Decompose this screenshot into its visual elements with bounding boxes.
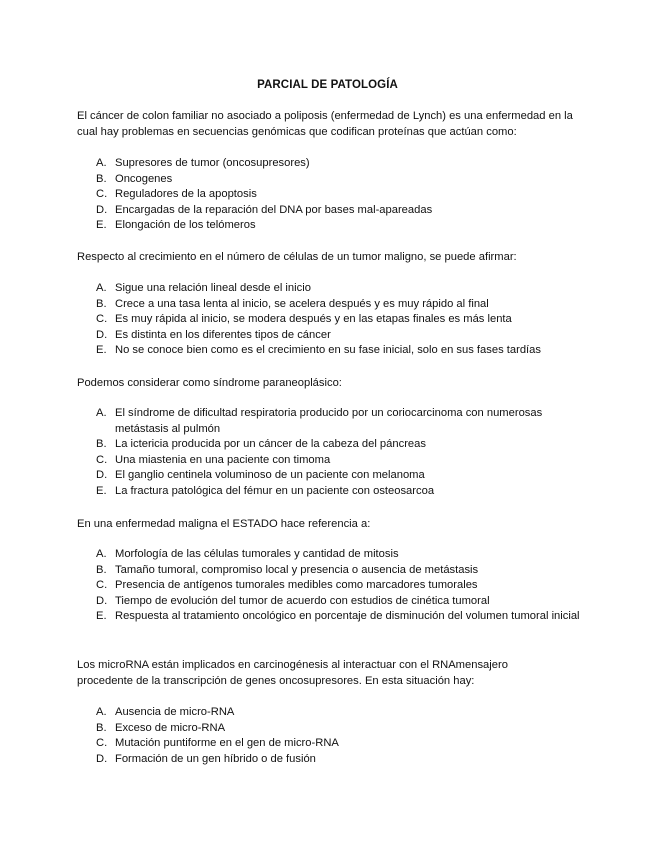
option-2c: [96, 312, 582, 328]
option-text: Elongación de los telómeros: [115, 219, 256, 231]
option-3b: [96, 437, 582, 453]
option-letter: B.: [96, 438, 107, 450]
option-letter: C.: [96, 453, 108, 466]
question-2-options: [96, 281, 582, 359]
option-letter: A.: [96, 407, 107, 419]
option-text: Oncogenes: [115, 172, 173, 185]
option-1d: [96, 203, 582, 219]
option-letter: D.: [96, 752, 108, 765]
option-3c: [96, 453, 582, 469]
option-text: Crece a una tasa lenta al inicio, se acelera después y es muy rápido al final: [115, 297, 489, 310]
option-5c: [96, 736, 582, 752]
option-text: Es muy rápida al inicio, se modera después y en las etapas finales es más lenta: [115, 313, 512, 325]
option-text: Mutación puntiforme en el gen de micro-RNA: [115, 737, 339, 749]
option-4a: [96, 547, 582, 563]
option-5a: [96, 705, 582, 721]
option-5b: [96, 721, 582, 737]
option-text: Formación de un gen híbrido o de fusión: [115, 752, 316, 765]
option-1e: [96, 218, 582, 234]
option-text: Respuesta al tratamiento oncológico en porcentaje de disminución del volumen tumoral inicial: [115, 610, 580, 622]
option-4d: [96, 594, 582, 610]
option-letter: B.: [96, 563, 107, 576]
option-1b: [96, 172, 582, 188]
option-2d: [96, 328, 582, 344]
option-text: La ictericia producida por un cáncer de la cabeza del páncreas: [115, 438, 426, 450]
question-1-stem: El cáncer de colon familiar no asociado a poliposis (enfermedad de Lynch) es una enfermedad en la cual hay problemas en secuencias genómicas que codifican proteínas que actúan como:: [77, 110, 573, 138]
question-4-stem: En una enfermedad maligna el ESTADO hace referencia a:: [77, 518, 371, 530]
option-letter: E.: [96, 610, 107, 622]
option-text: Sigue una relación lineal desde el inicio: [115, 282, 311, 294]
option-4c: [96, 578, 582, 594]
question-2-stem: Respecto al crecimiento en el número de células de un tumor maligno, se puede afirmar:: [77, 251, 517, 263]
option-letter: E.: [96, 219, 107, 231]
option-letter: A.: [96, 282, 107, 294]
option-text: Tiempo de evolución del tumor de acuerdo con estudios de cinética tumoral: [115, 594, 490, 607]
option-letter: E.: [96, 484, 107, 497]
option-letter: B.: [96, 721, 107, 734]
question-5-stem: Los microRNA están implicados en carcinogénesis al interactuar con el RNAmensajero procedente de la transcripción de genes oncosupresores. En esta situación hay:: [77, 659, 508, 687]
option-4e: [96, 609, 582, 625]
option-letter: D.: [96, 328, 108, 341]
option-text: Presencia de antígenos tumorales medibles como marcadores tumorales: [115, 579, 478, 591]
option-letter: D.: [96, 594, 108, 607]
option-text: Ausencia de micro-RNA: [115, 706, 235, 718]
option-3a: [96, 406, 582, 437]
option-text: No se conoce bien como es el crecimiento en su fase inicial, solo en sus fases tardías: [115, 344, 541, 356]
option-text: Es distinta en los diferentes tipos de cáncer: [115, 328, 331, 341]
question-4-options: [96, 547, 582, 625]
option-3e: [96, 484, 582, 500]
option-letter: C.: [96, 737, 108, 749]
option-2e: [96, 343, 582, 359]
question-1-options: [96, 156, 582, 234]
option-5d: [96, 752, 582, 768]
option-1a: [96, 156, 582, 172]
question-3-stem: Podemos considerar como síndrome paraneoplásico:: [77, 377, 342, 389]
option-letter: E.: [96, 344, 107, 356]
option-text: Una miastenia en una paciente con timoma: [115, 453, 331, 466]
option-text: Reguladores de la apoptosis: [115, 188, 257, 200]
option-letter: A.: [96, 548, 107, 560]
option-text: El síndrome de dificultad respiratoria producido por un coriocarcinoma con numerosas metástasis al pulmón: [115, 407, 543, 435]
option-letter: C.: [96, 313, 108, 325]
option-text: Encargadas de la reparación del DNA por bases mal-apareadas: [115, 203, 433, 216]
option-text: Morfología de las células tumorales y cantidad de mitosis: [115, 548, 399, 560]
option-text: Tamaño tumoral, compromiso local y presencia o ausencia de metástasis: [115, 563, 479, 576]
question-5-options: [96, 705, 582, 767]
option-letter: B.: [96, 297, 107, 310]
option-letter: D.: [96, 203, 108, 216]
option-2a: [96, 281, 582, 297]
option-letter: C.: [96, 188, 108, 200]
option-4b: [96, 563, 582, 579]
option-text: La fractura patológica del fémur en un paciente con osteosarcoa: [115, 484, 435, 497]
option-letter: A.: [96, 157, 107, 169]
option-text: El ganglio centinela voluminoso de un paciente con melanoma: [115, 469, 425, 481]
question-3-options: [96, 406, 582, 499]
option-letter: B.: [96, 172, 107, 185]
option-2b: [96, 297, 582, 313]
option-1c: [96, 187, 582, 203]
option-text: Exceso de micro-RNA: [115, 721, 226, 734]
page-title: PARCIAL DE PATOLOGÍA: [257, 79, 398, 91]
option-letter: C.: [96, 579, 108, 591]
option-letter: A.: [96, 706, 107, 718]
option-letter: D.: [96, 469, 108, 481]
option-3d: [96, 468, 582, 484]
option-text: Supresores de tumor (oncosupresores): [115, 157, 310, 169]
